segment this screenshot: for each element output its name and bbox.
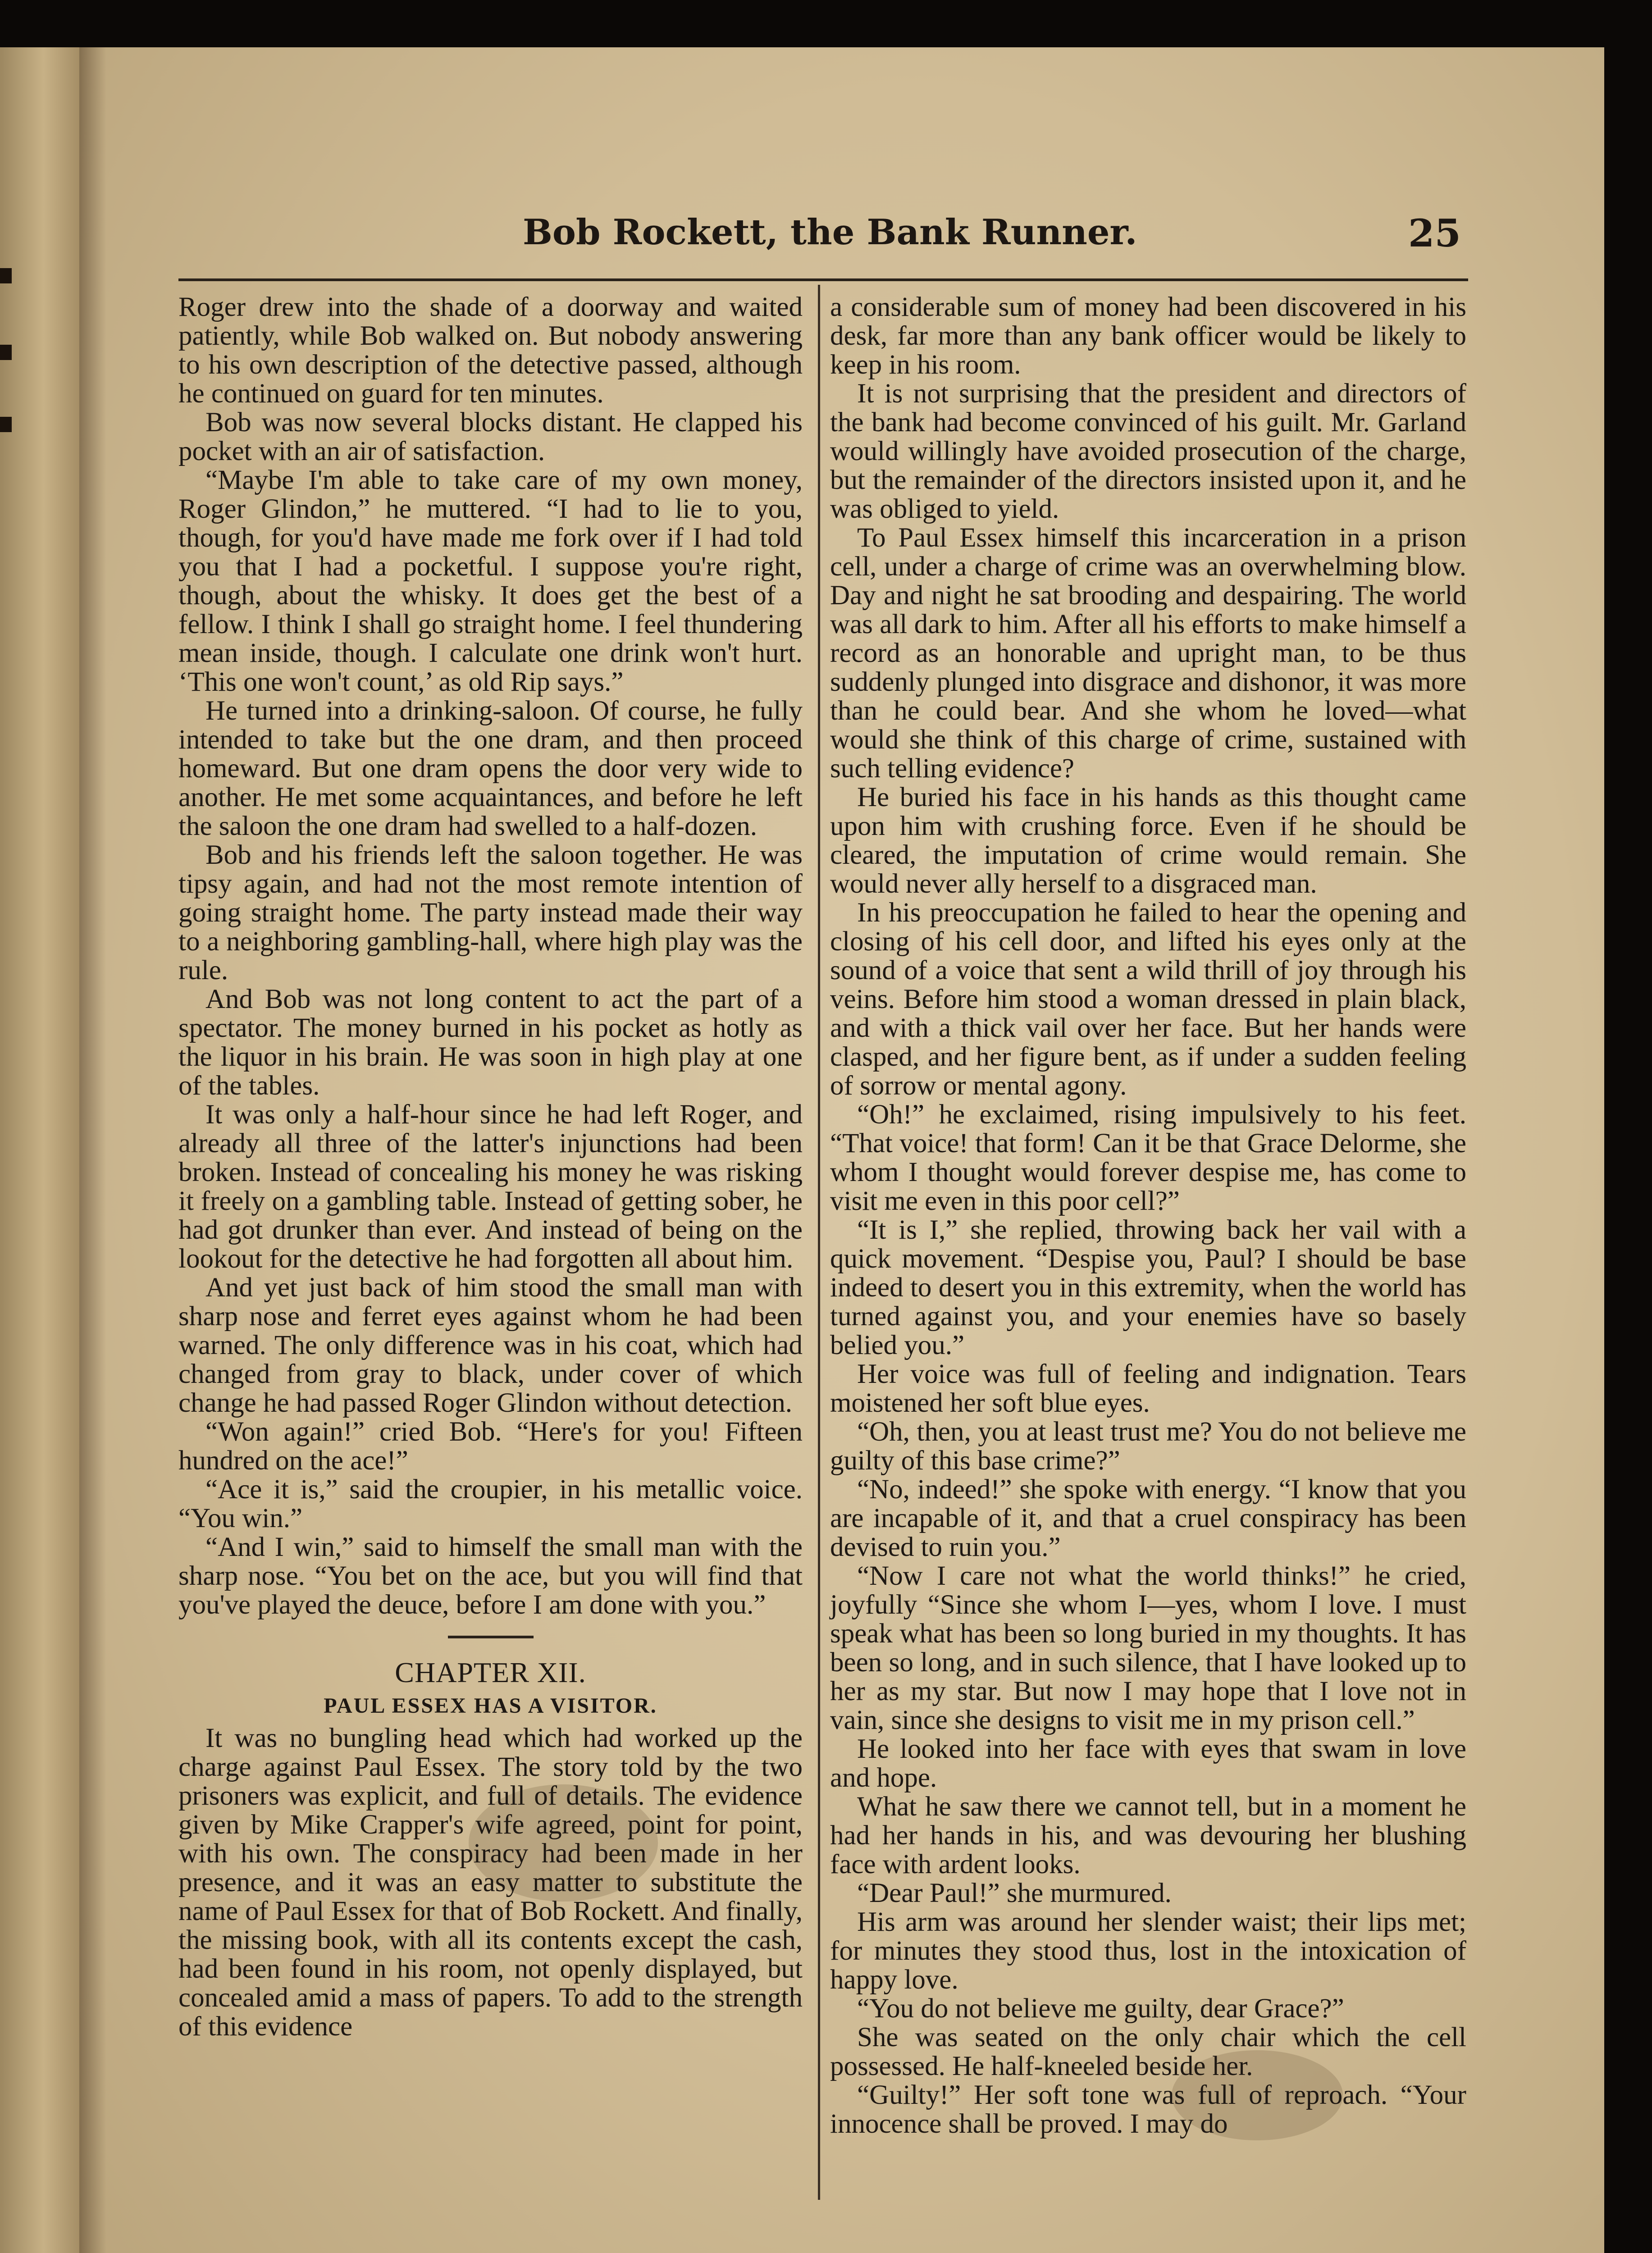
paragraph: And Bob was not long content to act the part of a spectator. The money burned in his pocket as hotly as the liquor in his brain. He was soon in high play at one of the tables. xyxy=(178,984,803,1101)
paragraph: Bob and his friends left the saloon together. He was tipsy again, and had not the most remote intention of going straight home. The party instead made their way to a neighboring gambling-hall, where high play was the rule. xyxy=(178,840,803,985)
column-divider xyxy=(818,285,820,2200)
paragraph: He looked into her face with eyes that swam in love and hope. xyxy=(830,1734,1466,1793)
paragraph: “Dear Paul!” she murmured. xyxy=(857,1878,1172,1908)
header-rule xyxy=(178,278,1468,281)
right-column xyxy=(830,293,1466,2139)
paragraph: “It is I,” she replied, throwing back her vail with a quick movement. “Despise you, Paul? I should be base indeed to desert you in this extremity, when the world has turned against you, and your enemies have so basely belied you.” xyxy=(830,1215,1466,1360)
page-number: 25 xyxy=(1408,211,1461,255)
paragraph: “Oh!” he exclaimed, rising impulsively to his feet. “That voice! that form! Can it be that Grace Delorme, she whom I thought would forever despise me, has come to visit me even in this poor cell?” xyxy=(830,1099,1466,1216)
chapter-rule xyxy=(448,1636,534,1638)
paragraph: “Guilty!” Her soft tone was full of reproach. “Your innocence shall be proved. I may do xyxy=(830,2080,1466,2139)
paragraph: He turned into a drinking-saloon. Of course, he fully intended to take but the one dram, and then proceed homeward. But one dram opens the door very wide to another. He met some acquaintances, and before he left the saloon the one dram had swelled to a half-dozen. xyxy=(178,696,803,841)
previous-page-text-fragment xyxy=(0,268,12,283)
paragraph: “Oh, then, you at least trust me? You do not believe me guilty of this base crime?” xyxy=(830,1417,1466,1476)
paragraph: “Maybe I'm able to take care of my own money, Roger Glindon,” he muttered. “I had to lie to you, though, for you'd have made me fork over if I had told you that I had a pocketful. I suppose you're right, though, about the whisky. It does get the best of a fellow. I think I shall go straight home. I feel thundering mean inside, though. I calculate one drink won't hurt. ‘This one won't count,’ as old Rip says.” xyxy=(178,465,803,697)
paragraph: What he saw there we cannot tell, but in a moment he had her hands in his, and was devouring her blushing face with ardent looks. xyxy=(830,1792,1466,1879)
chapter-subtitle: PAUL ESSEX HAS A VISITOR. xyxy=(324,1694,657,1718)
previous-page-text-fragment xyxy=(0,345,12,360)
chapter-heading: CHAPTER XII. xyxy=(395,1656,586,1688)
paragraph: Bob was now several blocks distant. He clapped his pocket with an air of satisfaction. xyxy=(178,407,803,466)
left-column xyxy=(178,293,803,2041)
paragraph: “You do not believe me guilty, dear Grace?” xyxy=(857,1993,1344,2024)
paragraph: She was seated on the only chair which the cell possessed. He half-kneeled beside her. xyxy=(830,2022,1466,2081)
paragraph: “No, indeed!” she spoke with energy. “I know that you are incapable of it, and that a cruel conspiracy has been devised to ruin you.” xyxy=(830,1474,1466,1562)
paragraph: “Ace it is,” said the croupier, in his metallic voice. “You win.” xyxy=(178,1474,803,1533)
previous-page-edge xyxy=(0,47,79,2253)
paragraph: And yet just back of him stood the small man with sharp nose and ferret eyes against whom he had been warned. The only difference was in his coat, which had changed from gray to black, under cover of which change he had passed Roger Glindon without detection. xyxy=(178,1272,803,1418)
paragraph: It was only a half-hour since he had left Roger, and already all three of the latter's injunctions had been broken. Instead of concealing his money he was risking it freely on a gambling table. Instead of getting sober, he had got drunker than ever. And instead of being on the lookout for the detective he had forgotten all about him. xyxy=(178,1099,803,1274)
paragraph: He buried his face in his hands as this thought came upon him with crushing force. Even if he should be cleared, the imputation of crime would remain. She would never ally herself to a disgraced man. xyxy=(830,782,1466,899)
paragraph: Her voice was full of feeling and indignation. Tears moistened her soft blue eyes. xyxy=(830,1359,1466,1418)
paragraph: It is not surprising that the president and directors of the bank had become convinced of his guilt. Mr. Garland would willingly have avoided prosecution of the charge, but the remainder of the directors insisted upon it, and he was obliged to yield. xyxy=(830,379,1466,524)
paragraph: Roger drew into the shade of a doorway and waited patiently, while Bob walked on. But nobody answering to his own description of the detective passed, although he continued on guard for ten minutes. xyxy=(178,292,803,409)
paragraph: His arm was around her slender waist; their lips met; for minutes they stood thus, lost in the intoxication of happy love. xyxy=(830,1907,1466,1995)
paragraph: “Now I care not what the world thinks!” he cried, joyfully “Since she whom I—yes, whom I love. I must speak what has been so long buried in my thoughts. It has been so long, and in such silence, that I have looked up to her as my star. But now I may hope that I love not in vain, since she designs to visit me in my prison cell.” xyxy=(830,1561,1466,1735)
paragraph: In his preoccupation he failed to hear the opening and closing of his cell door, and lifted his eyes only at the sound of a voice that sent a wild thrill of joy through his veins. Before him stood a woman dressed in plain black, and with a thick vail over her face. But her hands were clasped, and her figure bent, as if under a sudden feeling of sorrow or mental agony. xyxy=(830,898,1466,1101)
page-gutter-shadow xyxy=(79,47,106,2253)
paragraph: “Won again!” cried Bob. “Here's for you! Fifteen hundred on the ace!” xyxy=(178,1417,803,1476)
previous-page-text-fragment xyxy=(0,417,12,432)
paragraph: “And I win,” said to himself the small man with the sharp nose. “You bet on the ace, but you will find that you've played the deuce, before I am done with you.” xyxy=(178,1532,803,1620)
paragraph: a considerable sum of money had been discovered in his desk, far more than any bank officer would be likely to keep in his room. xyxy=(830,292,1466,380)
running-header-title: Bob Rockett, the Bank Runner. xyxy=(523,212,1137,253)
paragraph: It was no bungling head which had worked up the charge against Paul Essex. The story told by the two prisoners was explicit, and full of details. The evidence given by Mike Crapper's wife agreed, point for point, with his own. The conspiracy had been made in her presence, and it was an easy matter to substitute the name of Paul Essex for that of Bob Rockett. And finally, the missing book, with all its contents except the cash, had been found in his room, not openly displayed, but concealed amid a mass of papers. To add to the strength of this evidence xyxy=(178,1723,803,2042)
paragraph: To Paul Essex himself this incarceration in a prison cell, under a charge of crime was an overwhelming blow. Day and night he sat brooding and despairing. The world was all dark to him. After all his efforts to make himself a record as an honorable and upright man, to be thus suddenly plunged into disgrace and dishonor, it was more than he could bear. And she whom he loved—what would she think of this charge of crime, sustained with such telling evidence? xyxy=(830,523,1466,784)
